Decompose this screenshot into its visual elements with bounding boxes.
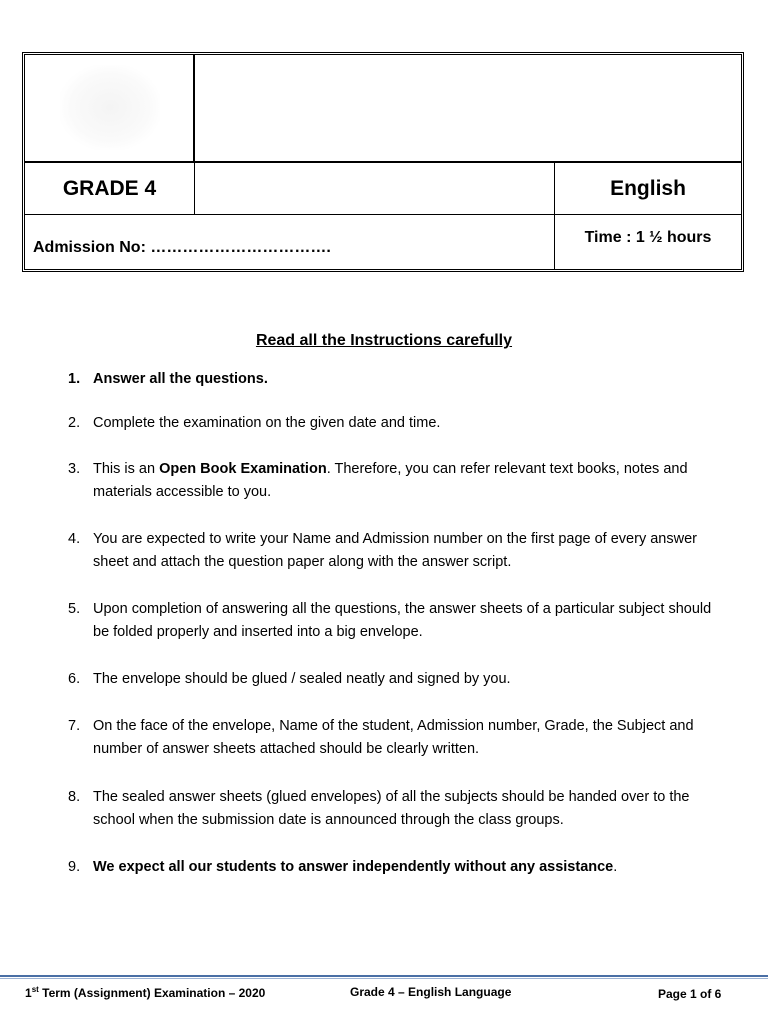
- footer-divider-secondary: [0, 978, 768, 979]
- instruction-item: [68, 368, 728, 391]
- instruction-bold-text: Answer all the questions.: [93, 371, 268, 387]
- instruction-text: [93, 368, 728, 391]
- instruction-item: [68, 786, 728, 832]
- instruction-text: [93, 856, 728, 879]
- footer-term-ordinal: st: [31, 985, 39, 994]
- instruction-number: 1.: [68, 371, 81, 387]
- instruction-number: 7.: [68, 718, 81, 734]
- exam-duration: Time : 1 ½ hours: [584, 229, 712, 246]
- footer-term-number: 1: [25, 986, 32, 1000]
- instruction-number: 9.: [68, 859, 81, 875]
- school-logo-cell: [25, 55, 195, 163]
- instruction-number: 2.: [68, 415, 81, 431]
- footer-term-text: Term (Assignment) Examination – 2020: [38, 986, 266, 1000]
- instruction-text-part: This is an: [93, 461, 160, 477]
- footer-course: Grade 4 – English Language: [350, 985, 512, 999]
- instruction-text-part: .: [613, 859, 618, 875]
- instruction-item: [68, 458, 728, 504]
- footer-page-number: Page 1 of 6: [658, 987, 722, 1001]
- instruction-text: [93, 598, 728, 644]
- footer-divider: [0, 975, 768, 977]
- footer-term: [25, 985, 265, 1000]
- instruction-text: [93, 412, 728, 435]
- instruction-text: [93, 668, 728, 691]
- instruction-number: 4.: [68, 531, 81, 547]
- instruction-text-part: Complete the examination on the given date and time.: [93, 415, 441, 431]
- instruction-text: [93, 715, 728, 761]
- instruction-text-part: The envelope should be glued / sealed neatly and signed by you.: [93, 671, 511, 687]
- exam-header-table: [22, 52, 744, 272]
- instruction-bold-text: Open Book Examination: [159, 461, 327, 477]
- instruction-bold-text: We expect all our students to answer independently without any assistance: [93, 859, 614, 875]
- instruction-number: 5.: [68, 601, 81, 617]
- instruction-text-part: You are expected to write your Name and Admission number on the first page of every answer sheet and attach the question paper along with the answer script.: [93, 531, 697, 570]
- instruction-text-part: On the face of the envelope, Name of the student, Admission number, Grade, the Subject and number of answer sheets attached should be clearly written.: [93, 718, 694, 757]
- instruction-text-part: . Therefore, you can refer relevant text books, notes and materials accessible to you.: [93, 461, 688, 500]
- instruction-number: 8.: [68, 789, 81, 805]
- instruction-text-part: Upon completion of answering all the questions, the answer sheets of a particular subject should be folded properly and inserted into a big envelope.: [93, 601, 712, 640]
- instruction-item: [68, 598, 728, 644]
- instructions-title: Read all the Instructions carefully: [255, 332, 513, 349]
- instruction-text-part: The sealed answer sheets (glued envelopes) of all the subjects should be handed over to the school when the submission date is announced through the class groups.: [93, 789, 690, 828]
- instruction-text: [93, 528, 728, 574]
- admission-number-field: Admission No: …………………………….: [25, 215, 555, 269]
- school-logo: [60, 65, 160, 150]
- instruction-text: [93, 786, 728, 832]
- instruction-item: [68, 715, 728, 761]
- instruction-item: [68, 412, 728, 435]
- school-name-cell: [195, 55, 741, 163]
- instruction-item: [68, 856, 728, 879]
- grade-label: GRADE 4: [25, 163, 195, 215]
- instruction-text: [93, 458, 728, 504]
- instruction-number: 6.: [68, 671, 81, 687]
- instruction-item: [68, 668, 728, 691]
- subject-label: English: [555, 163, 741, 215]
- instruction-item: [68, 528, 728, 574]
- instruction-number: 3.: [68, 461, 81, 477]
- paper-title-cell: [195, 163, 555, 215]
